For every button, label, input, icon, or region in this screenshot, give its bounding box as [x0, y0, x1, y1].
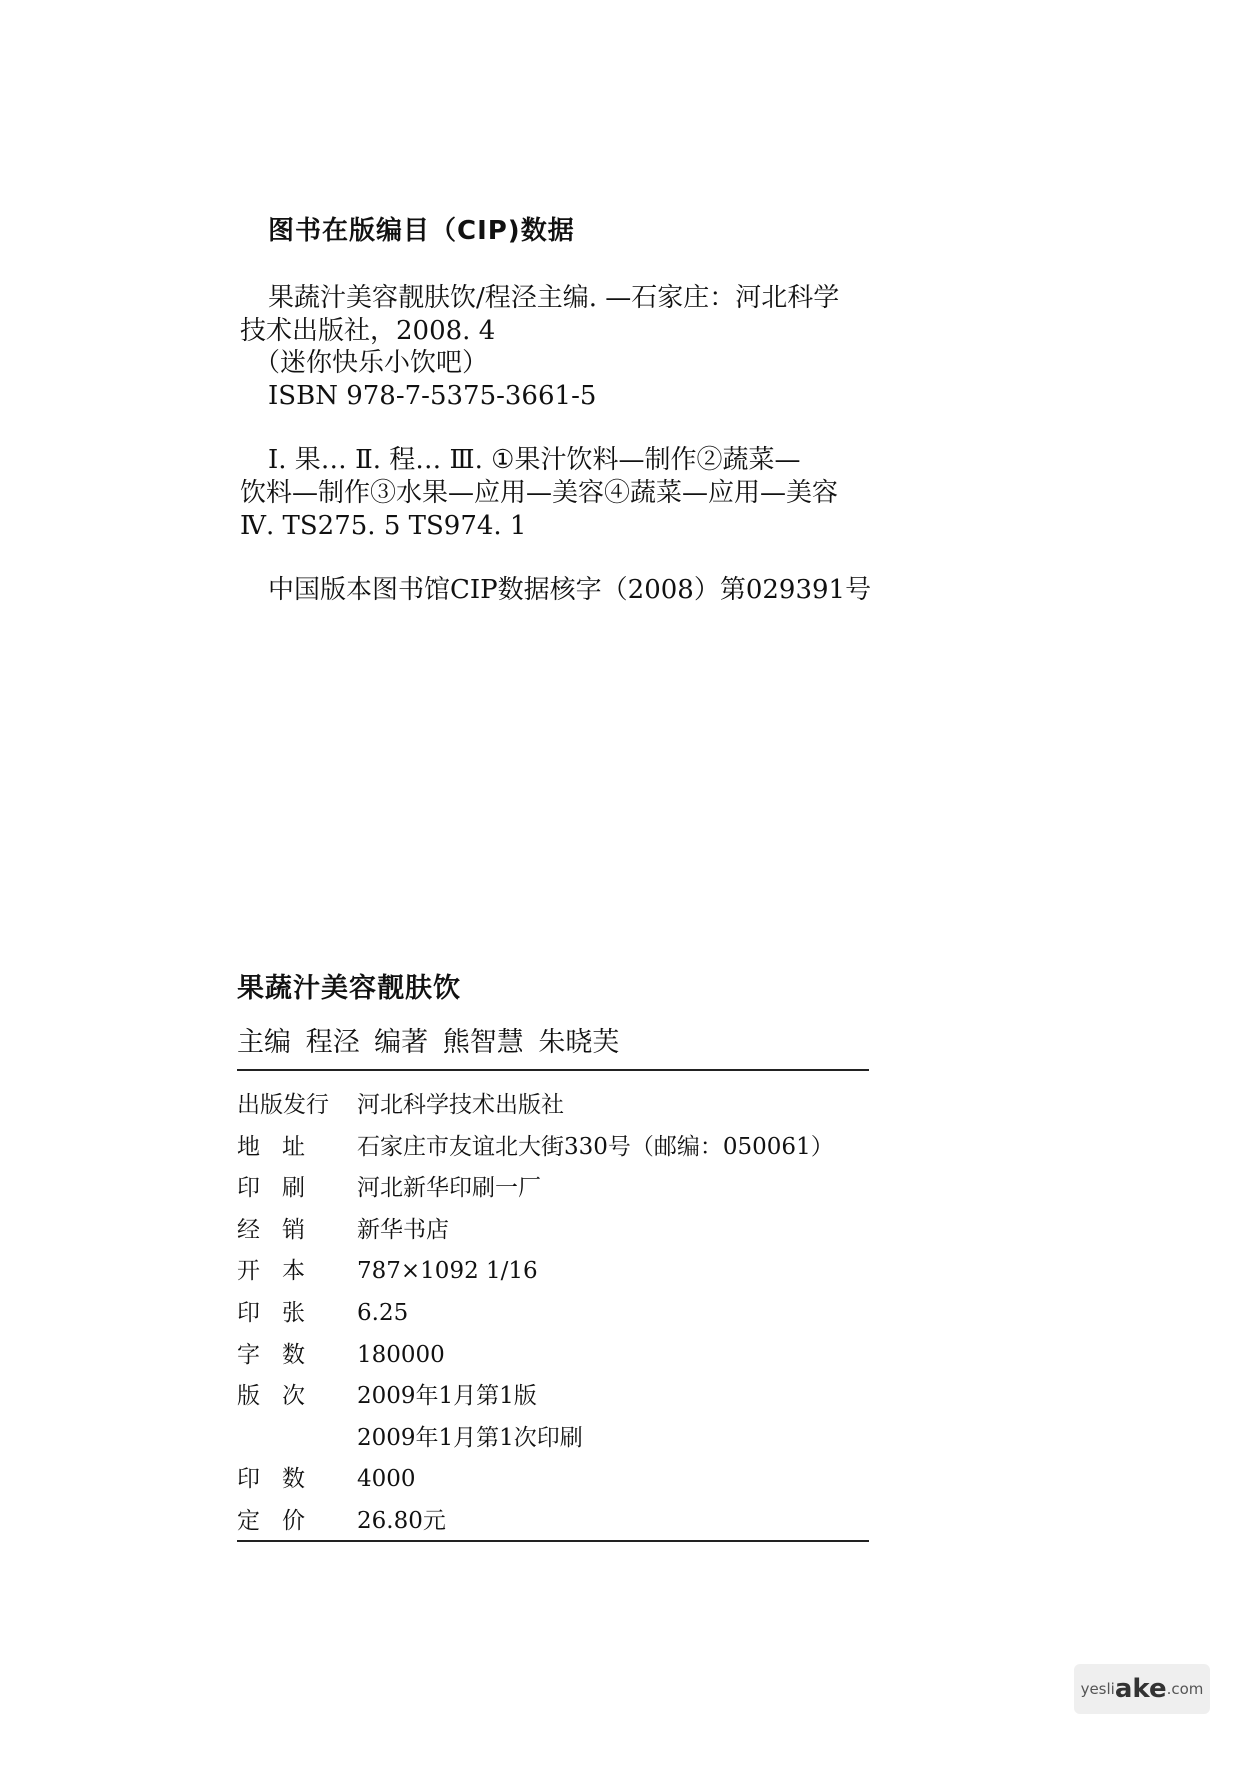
- colophon-row-label: [237, 1136, 305, 1159]
- colophon-row-label: [237, 1260, 305, 1283]
- colophon-row-label: [237, 1094, 329, 1117]
- colophon-row-label-char: 发: [283, 1092, 306, 1118]
- colophon-row-label-char: 版: [237, 1383, 260, 1409]
- watermark-suffix: .com: [1166, 1680, 1204, 1698]
- colophon-row-label-char: 址: [282, 1134, 305, 1160]
- colophon-row-value: 2009年1月第1次印刷: [357, 1425, 583, 1451]
- colophon-row-label-char: 印: [237, 1466, 260, 1492]
- colophon-row-label-char: 版: [260, 1092, 283, 1118]
- colophon-row-value: 4000: [357, 1466, 416, 1492]
- colophon-row-value: 6.25: [357, 1300, 409, 1326]
- colophon-row-value: 新华书店: [357, 1217, 449, 1243]
- colophon-row-label-char: 次: [282, 1383, 305, 1409]
- bottom-rule: [237, 1540, 869, 1542]
- colophon-row-value: 河北科学技术出版社: [357, 1092, 564, 1118]
- colophon-row-label: [237, 1219, 305, 1242]
- colophon-row-label: [237, 1302, 305, 1325]
- colophon-row-value: 石家庄市友谊北大街330号（邮编：050061）: [357, 1134, 834, 1160]
- colophon-row-value: 2009年1月第1版: [357, 1383, 537, 1409]
- colophon-row-label-char: 印: [237, 1300, 260, 1326]
- colophon-row-label-char: 刷: [282, 1175, 305, 1201]
- colophon-row-label-char: 开: [237, 1258, 260, 1284]
- colophon-row-label-char: 行: [306, 1092, 329, 1118]
- colophon-row-label-char: 出: [237, 1092, 260, 1118]
- watermark-logo: [1074, 1664, 1210, 1714]
- colophon-row-label-char: 本: [282, 1258, 305, 1284]
- colophon-row-label-char: 定: [237, 1508, 260, 1534]
- colophon-row-value: 河北新华印刷一厂: [357, 1175, 541, 1201]
- colophon-row-value: 26.80元: [357, 1508, 446, 1534]
- colophon-row-label: [237, 1468, 305, 1491]
- cip-line-classification-3: Ⅳ. TS275. 5 TS974. 1: [240, 511, 527, 541]
- colophon-row-label: [237, 1344, 305, 1367]
- colophon-row-label-char: 张: [282, 1300, 305, 1326]
- colophon-row-label-char: 印: [237, 1175, 260, 1201]
- colophon-row-label: [237, 1385, 305, 1408]
- cip-heading: 图书在版编目（CIP)数据: [268, 216, 575, 246]
- cip-line-record-number: 中国版本图书馆CIP数据核字（2008）第029391号: [268, 575, 872, 605]
- colophon-row-label-char: 经: [237, 1217, 260, 1243]
- cip-line-series: （迷你快乐小饮吧）: [254, 348, 489, 378]
- colophon-row-label: [237, 1510, 305, 1533]
- colophon-row-label-char: 数: [282, 1466, 305, 1492]
- colophon-row-label-char: 地: [237, 1134, 260, 1160]
- colophon-row-label-char: 价: [282, 1508, 305, 1534]
- colophon-row-label-char: 销: [282, 1217, 305, 1243]
- top-rule: [237, 1069, 869, 1071]
- watermark-prefix: yesli: [1080, 1680, 1115, 1698]
- cip-line-isbn: ISBN 978-7-5375-3661-5: [268, 381, 597, 411]
- colophon-row-value: 180000: [357, 1342, 445, 1368]
- colophon-row-label: [237, 1177, 305, 1200]
- cip-line-classification-1: Ⅰ. 果… Ⅱ. 程… Ⅲ. ①果汁饮料—制作②蔬菜—: [268, 445, 801, 475]
- cip-line-classification-2: 饮料—制作③水果—应用—美容④蔬菜—应用—美容: [240, 478, 839, 508]
- cip-line-publisher: 技术出版社，2008. 4: [240, 316, 496, 346]
- editors-line: 主编 程泾 编著 熊智慧 朱晓芙: [237, 1027, 620, 1058]
- colophon-row-label-char: 数: [282, 1342, 305, 1368]
- book-title: 果蔬汁美容靓肤饮: [237, 973, 461, 1004]
- colophon-row-value: 787×1092 1/16: [357, 1258, 538, 1284]
- watermark-emphasis: ake: [1114, 1674, 1167, 1704]
- cip-line-title: 果蔬汁美容靓肤饮/程泾主编. —石家庄：河北科学: [268, 283, 840, 313]
- colophon-row-label-char: 字: [237, 1342, 260, 1368]
